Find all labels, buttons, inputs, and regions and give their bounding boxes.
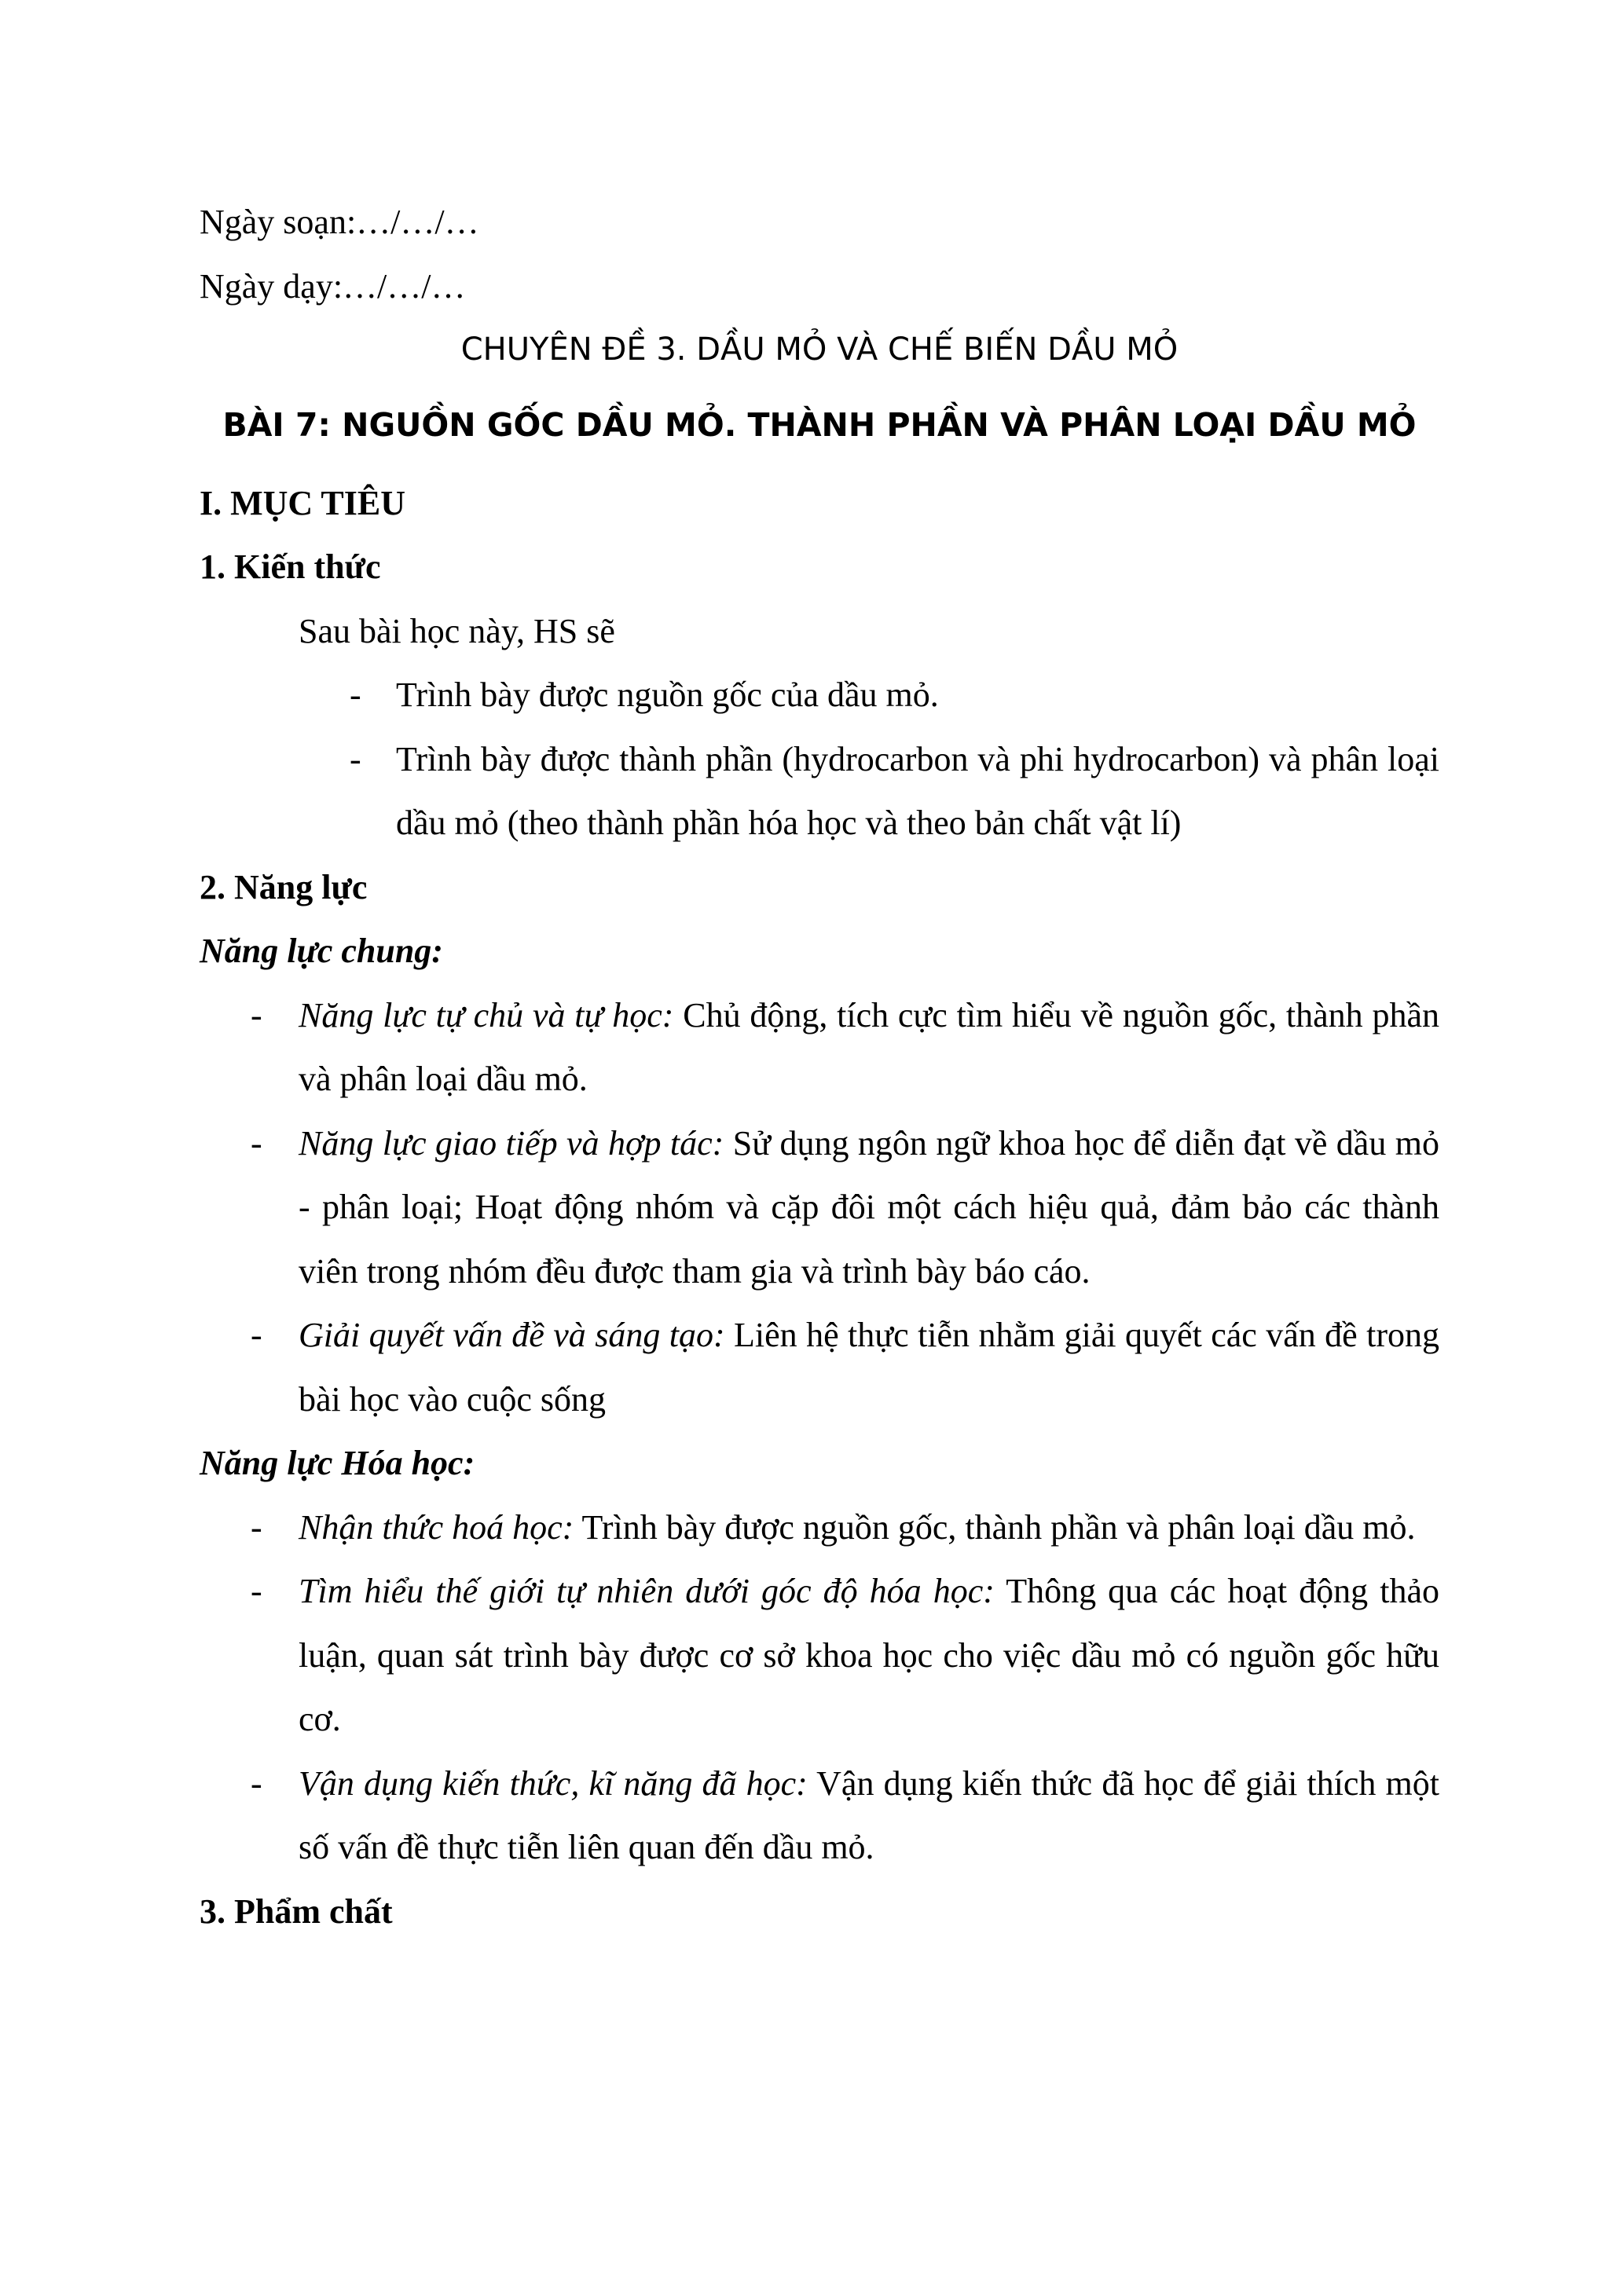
list-item [200,1496,1439,1560]
item-text: Sử dụng ngôn ngữ khoa học để diễn đạt về dầu mỏ - phân loại; Hoạt động nhóm và cặp đôi một cách hiệu quả, đảm bảo các thành viên trong nhóm đều được tham gia và trình bày báo cáo. [299,1123,1439,1291]
item-text: Trình bày được thành phần (hydrocarbon và phi hydrocarbon) và phân loại dầu mỏ (theo thành phần hóa học và theo bản chất vật lí) [396,739,1439,842]
item-text: Vận dụng kiến thức đã học để giải thích một số vấn đề thực tiễn liên quan đến dầu mỏ. [299,1763,1439,1866]
competence-heading: 2. Năng lực [200,867,368,906]
bullet-dash: - [251,1572,262,1610]
bullet-dash: - [251,995,262,1034]
chem-competence-heading: Năng lực Hóa học: [200,1444,475,1482]
general-competence-heading: Năng lực chung: [200,932,443,970]
section-heading: I. MỤC TIÊU [200,483,406,522]
bullet-dash: - [251,1763,262,1803]
list-item [200,1752,1439,1880]
item-label: Năng lực tự chủ và tự học: [299,995,674,1034]
list-item [200,663,1439,727]
item-label: Năng lực giao tiếp và hợp tác: [299,1123,724,1163]
item-text: Trình bày được nguồn gốc của dầu mỏ. [396,676,939,714]
bullet-dash: - [251,1123,262,1163]
list-item [200,1111,1439,1304]
item-label: Tìm hiểu thế giới tự nhiên dưới góc độ hóa học: [299,1572,995,1610]
list-item [200,983,1439,1111]
bullet-dash: - [251,1507,262,1547]
bullet-dash: - [251,1316,262,1354]
item-text: Thông qua các hoạt động thảo luận, quan sát trình bày được cơ sở khoa học cho việc dầu mỏ có nguồn gốc hữu cơ. [299,1572,1439,1738]
item-text: Liên hệ thực tiễn nhằm giải quyết các vấn đề trong bài học vào cuộc sống [299,1316,1439,1419]
item-label: Vận dụng kiến thức, kĩ năng đã học: [299,1763,808,1803]
list-item [200,727,1439,855]
ngay-day: Ngày dạy:…/…/… [200,266,466,306]
lesson-title: BÀI 7: NGUỒN GỐC DẦU MỎ. THÀNH PHẦN VÀ PHÂN LOẠI DẦU MỎ [222,405,1417,444]
bullet-dash: - [350,676,361,714]
item-text: Chủ động, tích cực tìm hiểu về nguồn gốc, thành phần và phân loại dầu mỏ. [299,995,1439,1098]
list-item [200,1303,1439,1431]
item-label: Nhận thức hoá học: [299,1507,574,1547]
list-item [200,1559,1439,1752]
qualities-heading: 3. Phẩm chất [200,1891,393,1931]
knowledge-intro: Sau bài học này, HS sẽ [299,611,615,650]
topic-title: CHUYÊN ĐỀ 3. DẦU MỎ VÀ CHẾ BIẾN DẦU MỎ [460,331,1179,368]
item-label: Giải quyết vấn đề và sáng tạo: [299,1316,725,1354]
bullet-dash: - [350,739,361,778]
document-page [200,190,1439,1943]
ngay-soan: Ngày soạn:…/…/… [200,203,479,241]
item-text: Trình bày được nguồn gốc, thành phần và phân loại dầu mỏ. [574,1507,1416,1547]
knowledge-heading: 1. Kiến thức [200,547,381,586]
